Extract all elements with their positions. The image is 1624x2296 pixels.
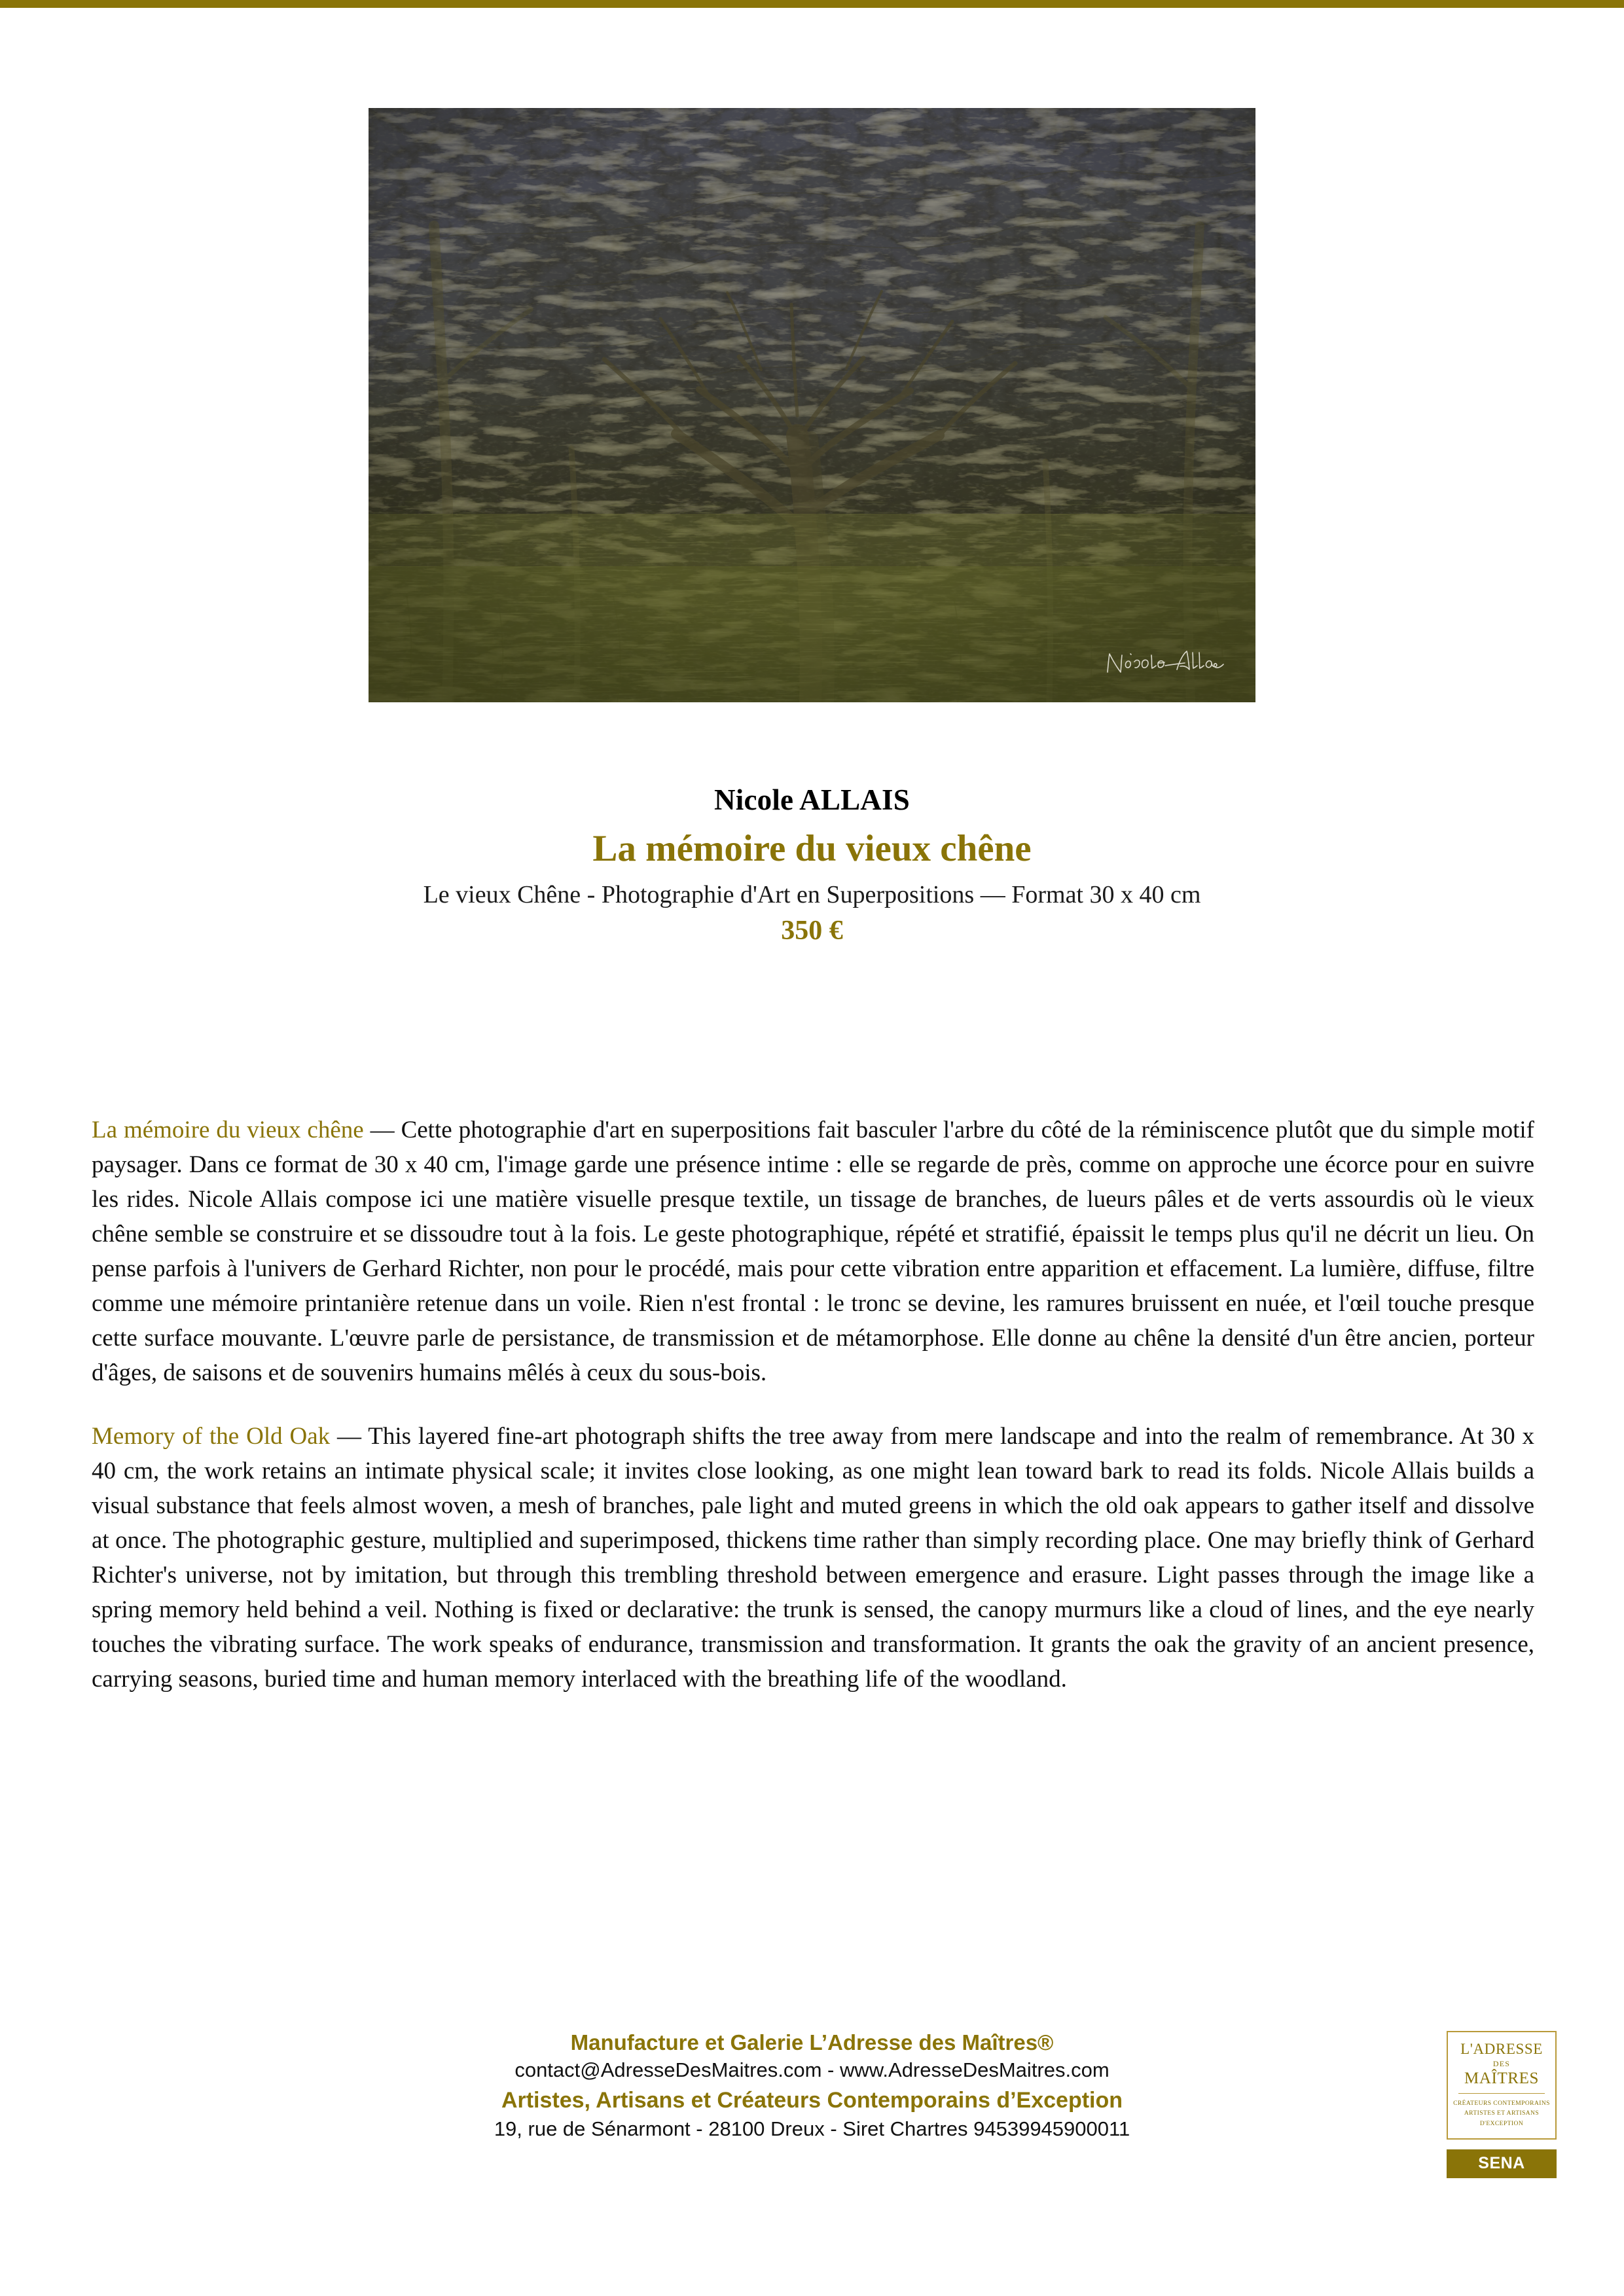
artwork-figure: [369, 108, 1255, 702]
description-body: [92, 1113, 1534, 1696]
artwork-caption: [0, 782, 1624, 949]
paragraph-english-dash: —: [330, 1423, 369, 1450]
artist-name: Nicole ALLAIS: [714, 783, 910, 816]
logo-line-maitres: MAÎTRES: [1464, 2069, 1539, 2087]
sena-badge: SENA: [1447, 2149, 1557, 2178]
artwork-title: La mémoire du vieux chêne: [592, 827, 1032, 869]
paragraph-english: [92, 1419, 1534, 1696]
logo-subtitle-2: ARTISTES ET ARTISANS: [1464, 2110, 1540, 2117]
paragraph-english-text: This layered fine-art photograph shifts the tree away from mere landscape and into the realm of remembrance. At 30 x 40 cm, the work retains an intimate physical scale; it invites close looking, as one might lean toward bark to read its folds. Nicole Allais builds a visual substance that feels almost woven, a mesh of branches, pale light and muted greens in which the old oak appears to gather itself and dissolve at once. The photographic gesture, multiplied and superimposed, thickens time rather than simply recording place. One may briefly think of Gerhard Richter's universe, not by imitation, but through this trembling threshold between emergence and erasure. Light passes through the image like a spring memory held behind a veil. Nothing is fixed or declarative: the trunk is sensed, the canopy murmurs like a cloud of lines, and the eye nearly touches the vibrating surface. The work speaks of endurance, transmission and transformation. It grants the oak the gravity of an ancient presence, carrying seasons, buried time and human memory interlaced with the breathing life of the woodland.: [92, 1423, 1534, 1693]
footer-company-name: Manufacture et Galerie L’Adresse des Maîtres®: [570, 2030, 1054, 2054]
logo-divider: [1458, 2093, 1545, 2094]
logo-subtitle-3: D'EXCEPTION: [1479, 2120, 1524, 2127]
artwork-price: 350 €: [781, 916, 843, 946]
footer-address: 19, rue de Sénarmont - 28100 Dreux - Siret Chartres 94539945900011: [494, 2117, 1130, 2141]
logo-line-adresse: L'ADRESSE: [1460, 2041, 1543, 2057]
footer-tagline: Artistes, Artisans et Créateurs Contemporains d’Exception: [501, 2088, 1123, 2113]
paragraph-french: [92, 1113, 1534, 1390]
brand-logo-card: [1447, 2031, 1557, 2140]
top-accent-bar: [0, 0, 1624, 8]
logo-line-des: DES: [1492, 2058, 1511, 2068]
artwork-photograph: [369, 108, 1255, 702]
brand-logo-block: [1447, 2031, 1557, 2178]
paragraph-french-lead: La mémoire du vieux chêne: [92, 1117, 364, 1143]
paragraph-french-text: Cette photographie d'art en superpositions fait basculer l'arbre du côté de la réminiscence plutôt que du simple motif paysager. Dans ce format de 30 x 40 cm, l'image garde une présence intime : elle se regarde de près, comme on approche une écorce pour en suivre les rides. Nicole Allais compose ici une matière visuelle presque textile, un tissage de branches, de lueurs pâles et de verts assourdis où le vieux chêne semble se construire et se dissoudre tout à la fois. Le geste photographique, répété et stratifié, épaissit le temps plus qu'il ne décrit un lieu. On pense parfois à l'univers de Gerhard Richter, non pour le procédé, mais pour cette vibration entre apparition et effacement. La lumière, diffuse, filtre comme une mémoire printanière retenue dans un voile. Rien n'est frontal : le tronc se devine, les ramures bruissent en nuée, et l'œil touche presque cette surface mouvante. L'œuvre parle de persistance, de transmission et de métamorphose. Elle donne au chêne la densité d'un être ancien, porteur d'âges, de saisons et de souvenirs humains mêlés à ceux du sous-bois.: [92, 1117, 1535, 1386]
paragraph-french-dash: —: [363, 1117, 401, 1143]
artwork-subtitle: Le vieux Chêne - Photographie d'Art en Superpositions — Format 30 x 40 cm: [423, 880, 1201, 908]
paragraph-english-lead: Memory of the Old Oak: [92, 1423, 331, 1450]
footer-contact[interactable]: contact@AdresseDesMaitres.com - www.AdresseDesMaitres.com: [514, 2058, 1110, 2081]
page-footer: [0, 2029, 1624, 2143]
logo-subtitle-1: CRÉATEURS CONTEMPORAINS: [1453, 2100, 1550, 2107]
